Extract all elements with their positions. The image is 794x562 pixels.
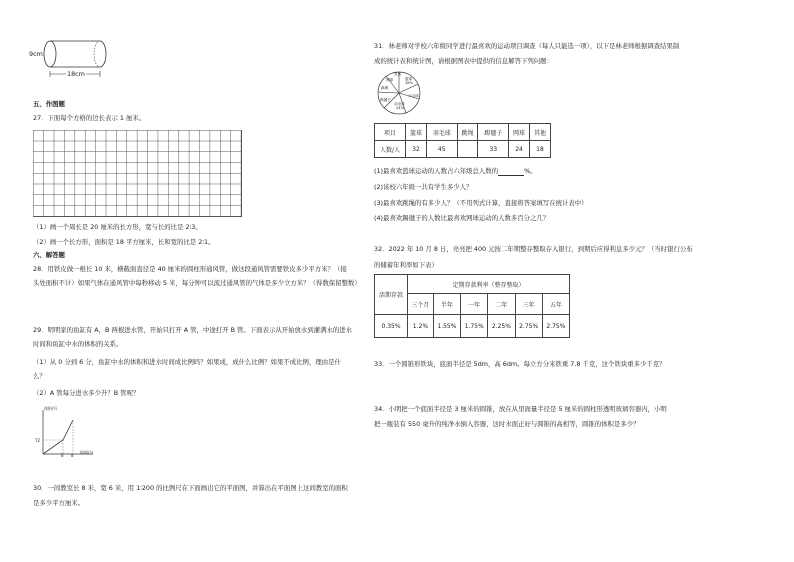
table-cell: 1.2% bbox=[408, 315, 434, 338]
table-cell: 24 bbox=[509, 141, 530, 158]
table-header-cell: 五年 bbox=[542, 294, 569, 315]
q27-part1: （1）画一个周长是 20 厘米的长方形，宽与长的比是 2∶3。 bbox=[33, 223, 202, 231]
table-header-cell: 三个月 bbox=[408, 294, 434, 315]
table-header-cell: 踢毽子 bbox=[478, 124, 509, 141]
table-header-cell: 羽毛球 bbox=[426, 124, 457, 141]
q33-text: 33．一个圆锥形铁块，底面半径是 5dm，高 6dm。每立方分米铁重 7.8 千克，这个铁块重多少千克？ bbox=[374, 360, 666, 368]
cylinder-length-label: 18cm bbox=[67, 70, 85, 78]
table-header-cell: 项目 bbox=[375, 124, 406, 141]
table-header-cell: 其他 bbox=[530, 124, 551, 141]
table-cell: 45 bbox=[426, 141, 457, 158]
graph-x-tick-6: 6 bbox=[61, 453, 64, 458]
table-header-cell: 三年 bbox=[515, 294, 542, 315]
table-cell: 2.75% bbox=[515, 315, 542, 338]
graph-y-label: 体积/升 bbox=[44, 406, 58, 411]
pie-label-tennis: 网球 bbox=[386, 78, 394, 82]
pie-label-badminton: 羽毛球 bbox=[394, 102, 405, 106]
q34-line2: 把一瓶装有 550 毫升的纯净水倒入容器，这时水面正好与圆锥的高相等，圆锥的体积是多少？ bbox=[374, 420, 640, 428]
table-cell: 1.75% bbox=[461, 315, 488, 338]
table-header-cell: 定期存款利率（整存整取） bbox=[408, 275, 570, 294]
q31-line1: 31．林老师对学校六年级同学进行最喜欢的运动项目调查（每人只能选一项），以下是林老师根据调查结果制 bbox=[374, 42, 680, 50]
table-cell: 2.25% bbox=[488, 315, 515, 338]
q28-line1: 28．用铁皮做一根长 10 米，横截面直径是 40 厘米的圆柱形通风管，做这段通风管需要铁皮多少平方米？（接 bbox=[33, 265, 347, 273]
square-grid bbox=[33, 130, 242, 217]
q31-sub3: (3)最喜欢跳绳的有多少人？（不用列式计算，直接将答案填写在统计表中） bbox=[374, 199, 588, 207]
q30-line1: 30．一间教室长 8 米，宽 6 米，用 1∶200 的比例尺在下面画出它的平面图，并算出在平面图上这间教室的面积 bbox=[33, 484, 348, 492]
table-header-cell: 半年 bbox=[433, 294, 460, 315]
table-row bbox=[375, 275, 570, 294]
q28-line2: 头处面积不计）如果气体在通风管中每秒移动 5 米，每分钟可以流过通风管的气体是多少立方米？（得数保留整数） bbox=[33, 279, 361, 287]
pie-pct-basketball: 16% bbox=[405, 81, 413, 85]
pie-label-basketball: 篮球 bbox=[405, 77, 413, 81]
pie-label-pingpong: 乒乓球 bbox=[408, 94, 419, 98]
q32-line2: 的储蓄年利率如下表） bbox=[374, 261, 438, 269]
q29-part2: （2）A 管每分进水多少升？B 管呢？ bbox=[33, 389, 140, 397]
table-header-cell: 篮球 bbox=[406, 124, 427, 141]
table-header-cell: 跳绳 bbox=[457, 124, 478, 141]
table-header-cell: 一年 bbox=[461, 294, 488, 315]
cylinder-height-label: 9cm bbox=[29, 50, 43, 58]
graph-x-label: 时间/分 bbox=[80, 450, 94, 455]
q32-line1: 32．2022 年 10 月 8 日，亮亮把 400 元按二年期整存整取存入银行，到期后应得利息多少元？（当时银行公布 bbox=[374, 245, 693, 253]
section6-heading: 六、解答题 bbox=[33, 251, 65, 259]
table-header-cell: 二年 bbox=[488, 294, 515, 315]
table-cell: 人数/人 bbox=[375, 141, 406, 158]
section5-heading: 五、作图题 bbox=[33, 100, 65, 108]
q30-line2: 是多少平方厘米。 bbox=[33, 499, 85, 507]
pie-label-jumprope: 跳绳 bbox=[381, 86, 389, 90]
q31-sub1-prefix: (1)最喜欢篮球运动的人数占六年级总人数的 bbox=[374, 167, 499, 175]
pie-pct-badminton: 24% bbox=[396, 106, 404, 110]
table-cell: 32 bbox=[406, 141, 427, 158]
q29-line2: 时间和鱼缸中水的体积的关系。 bbox=[33, 340, 123, 348]
graph-y-tick: 72 bbox=[35, 438, 41, 443]
q31-line2: 成的统计表和统计图，请根据图表中提供的信息解答下列问题： bbox=[374, 57, 553, 65]
q27-text: 27．下面每个方格的边长表示 1 厘米。 bbox=[33, 114, 146, 122]
table-cell-jumprope-blank[interactable] bbox=[457, 141, 478, 158]
table-header-cell: 网球 bbox=[509, 124, 530, 141]
q31-sub2: (2)该校六年级一共有学生多少人？ bbox=[374, 183, 473, 191]
table-header-cell: 活期存款 bbox=[375, 275, 408, 315]
graph-x-tick-8: 8 bbox=[71, 453, 74, 458]
pie-label-other: 其他 bbox=[394, 72, 402, 76]
answer-blank[interactable] bbox=[498, 168, 524, 176]
table-cell: 1.55% bbox=[433, 315, 460, 338]
table-row bbox=[375, 124, 551, 141]
q27-part2: （2）画一个长方形，面积是 18 平方厘米，长和宽的比是 2∶1。 bbox=[33, 238, 215, 246]
q31-sub4: (4)最喜欢踢毽子的人数比最喜欢网球运动的人数多百分之几？ bbox=[374, 214, 550, 222]
q34-line1: 34．小明把一个底面半径是 3 厘米的圆锥，放在从里面量半径是 5 厘米的圆柱形透明玻璃容器内，小明 bbox=[374, 405, 667, 413]
table-row bbox=[375, 315, 570, 338]
pie-label-shuttlecock: 踢毽子 bbox=[380, 98, 391, 102]
table-cell: 0.35% bbox=[375, 315, 408, 338]
table-cell: 2.75% bbox=[542, 315, 569, 338]
table-cell: 33 bbox=[478, 141, 509, 158]
q31-sub1-suffix: %。 bbox=[524, 167, 537, 175]
table-cell: 18 bbox=[530, 141, 551, 158]
interest-rate-table bbox=[374, 274, 570, 338]
q29-part1-line1: （1）从 0 分到 6 分，鱼缸中水的体积和进水时间成比例吗？如果成，成什么比例？如果不成比例，理由是什 bbox=[33, 358, 341, 366]
q31-sub1 bbox=[374, 167, 537, 176]
q29-line1: 29．明明家的鱼缸有 A，B 两根进水管，开始只打开 A 管，中途打开 B 管。下面表示从开始放水到灌满水的进水 bbox=[33, 326, 353, 334]
q29-part1-line2: 么？ bbox=[33, 372, 46, 380]
table-row bbox=[375, 141, 551, 158]
sports-table bbox=[374, 123, 551, 158]
